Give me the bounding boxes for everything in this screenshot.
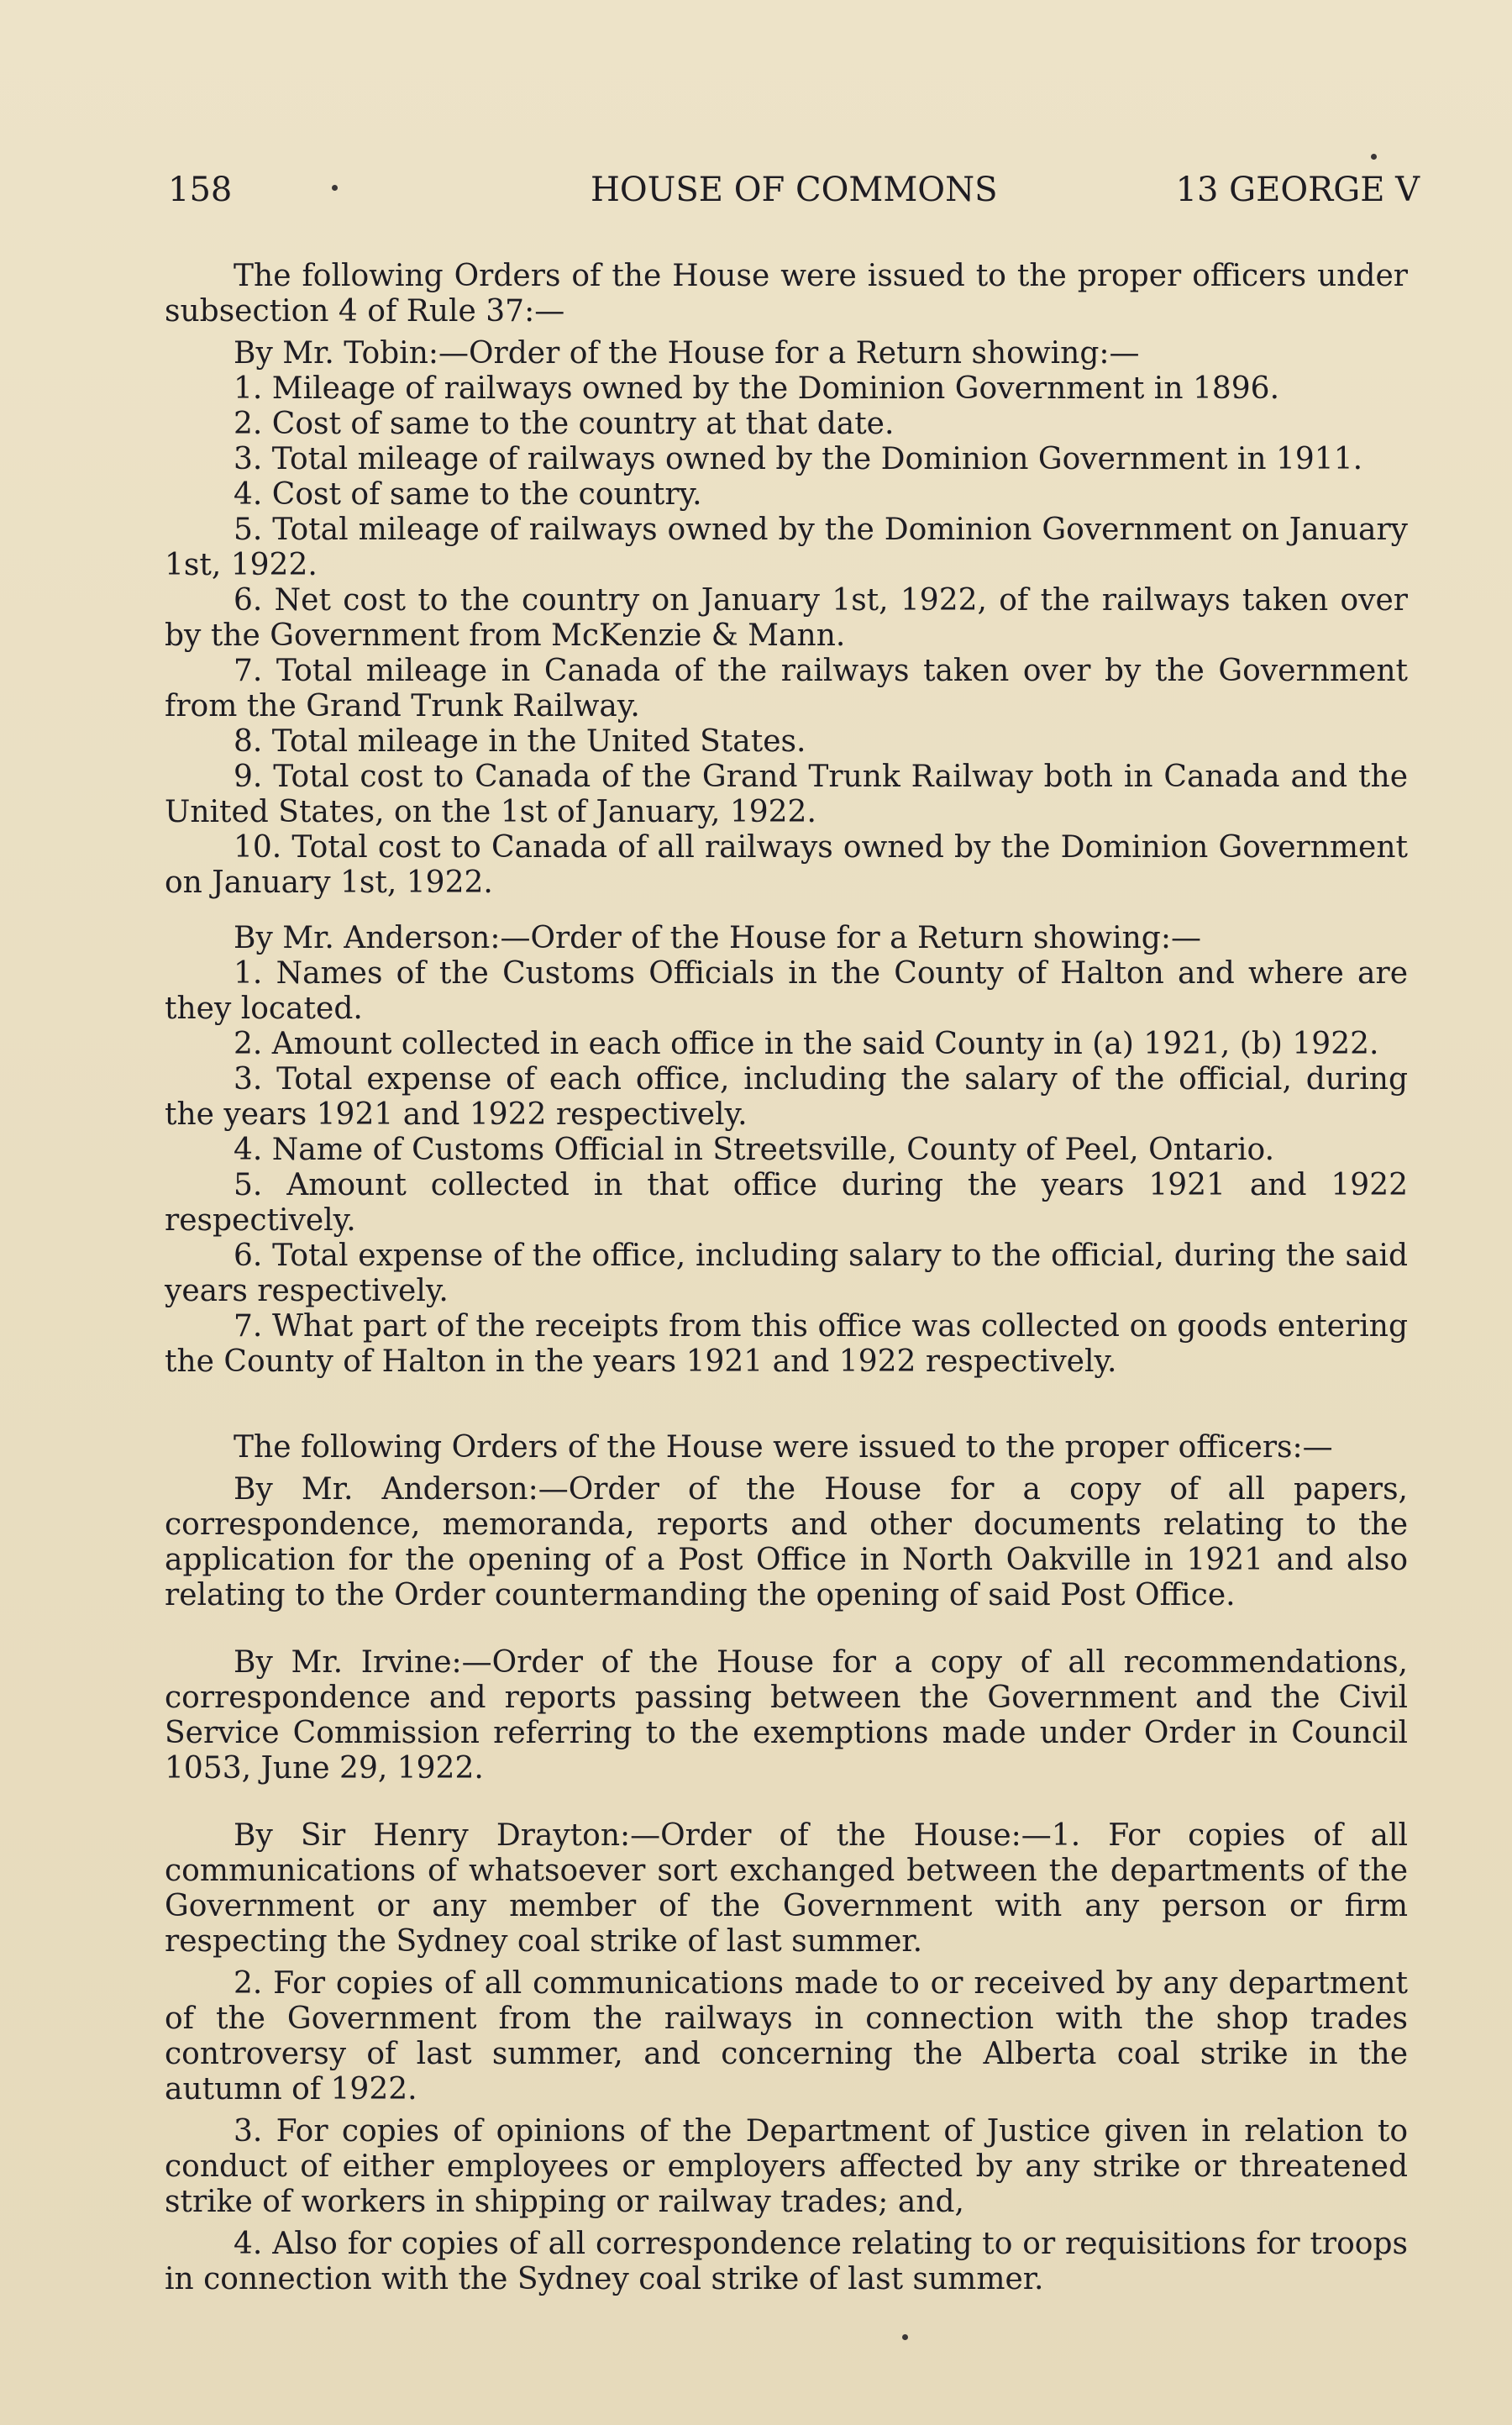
tobin-item: 5. Total mileage of railways owned by the Dominion Government on January 1st, 1922. <box>165 513 1408 582</box>
tobin-item: 7. Total mileage in Canada of the railways taken over by the Government from the Grand Trunk Railway. <box>165 654 1408 723</box>
printer-mark-dot <box>902 2334 908 2340</box>
page-body <box>165 259 1408 2297</box>
anderson-return-item: 7. What part of the receipts from this office was collected on goods entering the County of Halton in the years 1921 and 1922 respectively. <box>165 1309 1408 1379</box>
tobin-item: 6. Net cost to the country on January 1st, 1922, of the railways taken over by the Government from McKenzie & Mann. <box>165 583 1408 653</box>
tobin-item: 1. Mileage of railways owned by the Dominion Government in 1896. <box>234 371 1280 406</box>
anderson-copy-order: By Mr. Anderson:—Order of the House for a copy of all papers, correspondence, memoranda, reports and other documents relating to the application for the opening of a Post Office in North Oakville in 1921 and also relating to the Order countermanding the opening of said Post Office. <box>165 1472 1408 1612</box>
header-title: HOUSE OF COMMONS <box>591 171 998 209</box>
tobin-item: 10. Total cost to Canada of all railways owned by the Dominion Government on January 1st, 1922. <box>165 830 1408 900</box>
printer-mark-dot <box>1371 154 1377 160</box>
anderson-return-item: 3. Total expense of each office, including the salary of the official, during the years 1921 and 1922 respectively. <box>165 1062 1408 1132</box>
anderson-return-item: 6. Total expense of the office, including salary to the official, during the said years respectively. <box>165 1239 1408 1308</box>
anderson-return-item: 1. Names of the Customs Officials in the County of Halton and where are they located. <box>165 956 1408 1026</box>
drayton-item: 4. Also for copies of all correspondence relating to or requisitions for troops in connection with the Sydney coal strike of last summer. <box>165 2227 1408 2296</box>
tobin-order-heading: By Mr. Tobin:—Order of the House for a Return showing:— <box>234 336 1140 371</box>
irvine-copy-order: By Mr. Irvine:—Order of the House for a copy of all recommendations, correspondence and reports passing between the Government and the Civil Service Commission referring to the exemptions made under Order in Council 1053, June 29, 1922. <box>165 1645 1408 1786</box>
printer-mark-dot <box>332 185 338 191</box>
anderson-return-heading: By Mr. Anderson:—Order of the House for a Return showing:— <box>234 921 1201 955</box>
tobin-item: 2. Cost of same to the country at that date. <box>234 407 895 441</box>
tobin-item: 4. Cost of same to the country. <box>234 477 702 512</box>
running-header <box>168 168 1420 212</box>
anderson-return-item: 4. Name of Customs Official in Streetsville, County of Peel, Ontario. <box>234 1133 1275 1167</box>
anderson-return-item: 2. Amount collected in each office in the said County in (a) 1921, (b) 1922. <box>234 1027 1379 1061</box>
page-number: 158 <box>168 171 233 209</box>
drayton-item: 3. For copies of opinions of the Department of Justice given in relation to conduct of either employees or employers affected by any strike or threatened strike of workers in shipping or railway trades; and, <box>165 2114 1408 2219</box>
drayton-order-heading: By Sir Henry Drayton:—Order of the House:—1. For copies of all communications of whatsoever sort exchanged between the departments of the Government or any member of the Government with any person or firm respecting the Sydney coal strike of last summer. <box>165 1818 1408 1959</box>
tobin-item: 8. Total mileage in the United States. <box>234 724 806 759</box>
tobin-item: 3. Total mileage of railways owned by the Dominion Government in 1911. <box>234 442 1363 476</box>
tobin-item: 9. Total cost to Canada of the Grand Trunk Railway both in Canada and the United States, on the 1st of January, 1922. <box>165 760 1408 829</box>
drayton-item: 2. For copies of all communications made to or received by any department of the Government from the railways in connection with the shop trades controversy of last summer, and concerning the Alberta coal strike in the autumn of 1922. <box>165 1966 1408 2107</box>
anderson-return-item: 5. Amount collected in that office during the years 1921 and 1922 respectively. <box>165 1168 1408 1238</box>
intro-paragraph-rule-37: The following Orders of the House were issued to the proper officers under subsection 4 of Rule 37:— <box>165 259 1408 329</box>
intro-paragraph-officers: The following Orders of the House were issued to the proper officers:— <box>234 1430 1333 1465</box>
regnal-year: 13 GEORGE V <box>1175 171 1420 209</box>
